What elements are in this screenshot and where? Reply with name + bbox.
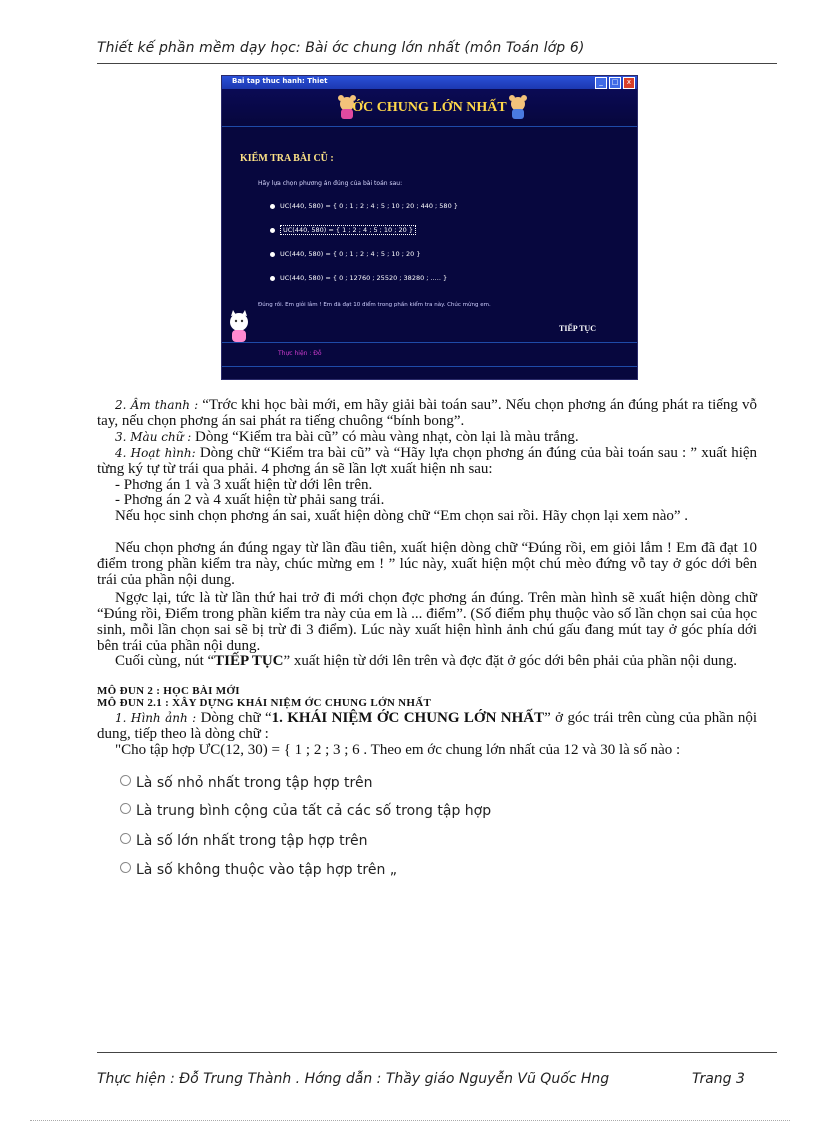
- paragraph-correct: Nếu chọn phơng án đúng ngay từ lần đầu tiên, xuất hiện dòng chữ “Đúng rồi, em giỏi lắm ! Em đã đạt 10 điểm trong phần kiểm tra này, chúc mừng em ! ” lúc này, xuất hiện một chú mèo đứng vỗ tay ở góc dới bên trái của phần nội dung.: [97, 540, 757, 588]
- window-title: Bai tap thuc hanh: Thiet: [232, 77, 328, 85]
- lesson-screenshot: [221, 75, 638, 380]
- footer-rule: [97, 1052, 777, 1053]
- header-rule: [97, 63, 777, 64]
- radio-icon: [270, 228, 275, 233]
- footer-credit: Thực hiện : Đỗ Trung Thành . Hớng dẫn : Thầy giáo Nguyễn Vũ Quốc Hng: [97, 1071, 610, 1087]
- footer-separator: [222, 342, 637, 343]
- radio-icon: [120, 862, 131, 873]
- page-header: Thiết kế phần mềm dạy học: Bài ớc chung lớn nhất (môn Toán lớp 6): [97, 40, 585, 56]
- radio-icon: [120, 775, 131, 786]
- section-title: KIỂM TRA BÀI CŨ :: [240, 153, 334, 164]
- paragraph-image: 1. Hình ảnh : Dòng chữ “1. KHÁI NIỆM ỚC CHUNG LỚN NHẤT” ở góc trái trên cùng của phần nội dung, tiếp theo là dòng chữ :: [97, 710, 758, 742]
- choice-option[interactable]: Là trung bình cộng của tất cả các số trong tập hợp: [120, 803, 491, 819]
- radio-icon: [270, 276, 275, 281]
- banner-title: ỚC CHUNG LỚN NHẤT: [352, 100, 507, 115]
- paragraph-next: Cuối cùng, nút “TIẾP TỤC” xuất hiện từ dới lên trên và đợc đặt ở góc dới bên phải của phần nội dung.: [115, 653, 737, 669]
- answer-option-selected[interactable]: UC(440, 580) = { 1 ; 2 ; 4 ; 5 ; 10 ; 20 }: [270, 226, 416, 234]
- answer-option[interactable]: UC(440, 580) = { 0 ; 12760 ; 25520 ; 38280 ; ..... }: [270, 274, 447, 282]
- paragraph-item: - Phơng án 2 và 4 xuất hiện từ phải sang trái.: [115, 492, 385, 508]
- answer-option[interactable]: UC(440, 580) = { 0 ; 1 ; 2 ; 4 ; 5 ; 10 ; 20 }: [270, 250, 420, 258]
- paragraph-retry: Ngợc lại, tức là từ lần thứ hai trở đi mới chọn đợc phơng án đúng. Trên màn hình sẽ xuất hiện dòng chữ “Đúng rồi, Điểm trong phần kiểm tra này của em là ... điểm”. (Số điểm phụ thuộc vào số lần chọn sai của học sinh, mỗi lần chọn sai sẽ bị trừ đi 3 điểm). Lúc này xuất hiện hình ảnh chú gấu đang mút tay ở góc phía dới bên trái của phần nội dung.: [97, 590, 757, 654]
- paragraph-wrong: Nếu học sinh chọn phơng án sai, xuất hiện dòng chữ “Em chọn sai rồi. Hãy chọn lại xem nào” .: [115, 508, 689, 524]
- choice-option[interactable]: Là số nhỏ nhất trong tập hợp trên: [120, 775, 372, 791]
- choice-option[interactable]: Là số không thuộc vào tập hợp trên „: [120, 862, 397, 878]
- radio-icon: [270, 252, 275, 257]
- paragraph-item: - Phơng án 1 và 3 xuất hiện từ dới lên trên.: [115, 477, 373, 493]
- module-heading: MÔ ĐUN 2 : HỌC BÀI MỚI: [97, 685, 240, 697]
- page-edge: [30, 1120, 790, 1121]
- submodule-heading: MÔ ĐUN 2.1 : XÂY DỰNG KHÁI NIỆM ỚC CHUNG LỚN NHẤT: [97, 697, 432, 709]
- next-button[interactable]: TIẾP TỤC: [559, 324, 596, 333]
- minimize-icon: _: [595, 77, 607, 89]
- paragraph-question: "Cho tập hợp ƯC(12, 30) = { 1 ; 2 ; 3 ; 6 . Theo em ớc chung lớn nhất của 12 và 30 là số nào :: [115, 742, 681, 758]
- radio-icon: [270, 204, 275, 209]
- banner-separator: [222, 126, 637, 127]
- maximize-icon: □: [609, 77, 621, 89]
- paragraph-animation: 4. Hoạt hình: Dòng chữ “Kiểm tra bài cũ” và “Hãy lựa chọn phơng án đúng của bài toán sau : ” xuất hiện từng ký tự từ trái qua phải. 4 phơng án sẽ lần lợt xuất hiện nh sau:: [97, 445, 758, 477]
- question-text: Hãy lựa chọn phương án đúng của bài toán sau:: [258, 180, 403, 187]
- paragraph-color: 3. Màu chữ : Dòng “Kiểm tra bài cũ” có màu vàng nhạt, còn lại là màu trắng.: [115, 429, 579, 445]
- cat-icon: [224, 310, 254, 344]
- feedback-text: Đúng rồi. Em giỏi lắm ! Em đã đạt 10 điểm trong phần kiểm tra này. Chúc mừng em.: [258, 302, 491, 308]
- answer-option[interactable]: UC(440, 580) = { 0 ; 1 ; 2 ; 4 ; 5 ; 10 ; 20 ; 440 ; 580 }: [270, 202, 458, 210]
- page-number: Trang 3: [692, 1071, 745, 1087]
- radio-icon: [120, 833, 131, 844]
- choice-option[interactable]: Là số lớn nhất trong tập hợp trên: [120, 833, 368, 849]
- close-icon: x: [623, 77, 635, 89]
- bottom-separator: [222, 366, 637, 367]
- paragraph-sound: 2. Âm thanh : “Trớc khi học bài mới, em hãy giải bài toán sau”. Nếu chọn phơng án đúng phát ra tiếng vỗ tay, nếu chọn phơng án sai phát ra tiếng chuông “bính bong”.: [97, 397, 757, 429]
- radio-icon: [120, 803, 131, 814]
- screenshot-credit: Thực hiện : Đỗ: [278, 350, 322, 357]
- window-titlebar: [222, 76, 637, 89]
